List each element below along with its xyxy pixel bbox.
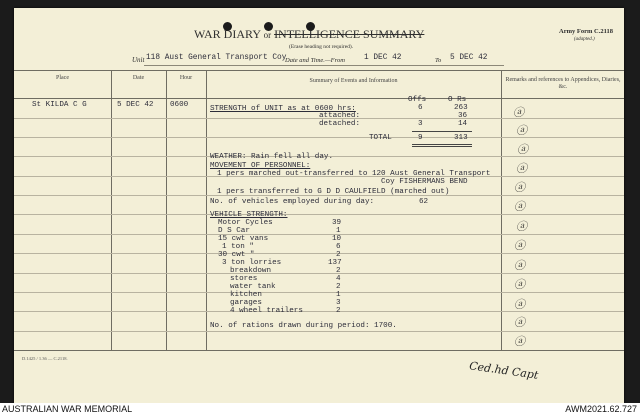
diary-sheet: [14, 8, 624, 404]
initial-mark: ⓐ: [514, 259, 525, 272]
col-header-summary: Summary of Events and Information: [309, 78, 398, 84]
vehicle-count: 39: [332, 219, 342, 227]
initial-mark: ⓐ: [516, 162, 527, 175]
signature: Ced.hd Capt: [468, 359, 540, 382]
vehicle-count: 4: [336, 275, 341, 283]
vehicle-count: 1: [336, 227, 341, 235]
strength-total-ors: 313: [454, 134, 468, 142]
ruled-line: [14, 331, 624, 332]
movement-heading: MOVEMENT OF PERSONNEL:: [210, 162, 311, 170]
initial-mark: ⓐ: [514, 278, 525, 291]
vehicle-count: 3: [336, 299, 341, 307]
col-header-date: Date: [132, 75, 145, 81]
strength-total-label: TOTAL: [369, 134, 392, 142]
vehicle-name: breakdown: [230, 267, 272, 275]
entry-place: St KILDA C G: [32, 101, 87, 109]
vehicle-name: D S Car: [218, 227, 250, 235]
entry-hour: 0600: [170, 101, 189, 109]
vehicle-name: stores: [230, 275, 258, 283]
form-subtitle: (Erase heading not required).: [289, 44, 354, 50]
col-divider: [501, 70, 502, 350]
unit-value: 118 Aust General Transport Coy: [146, 54, 287, 62]
movement-line-2: 1 pers transferred to G D D CAULFIELD (marched out): [217, 188, 450, 196]
rations-text: No. of rations drawn during period: 1700.: [210, 322, 397, 330]
ruled-line: [14, 273, 624, 274]
vehicle-name: garages: [230, 299, 262, 307]
ruled-line: [14, 137, 624, 138]
initial-mark: ⓐ: [513, 106, 524, 119]
initial-mark: ⓐ: [514, 335, 525, 348]
unit-underline: [144, 65, 504, 66]
col-header-hour: Hour: [179, 75, 193, 81]
title-war-diary: WAR DIARY: [194, 27, 261, 41]
strength-detached-label: detached:: [319, 120, 361, 128]
vehicle-name: 1 ton ": [222, 243, 254, 251]
title-intelligence-summary: INTELLIGENCE SUMMARY: [274, 27, 425, 41]
vehicle-count: 6: [336, 243, 341, 251]
initial-mark: ⓐ: [514, 239, 525, 252]
ruled-line: [14, 234, 624, 235]
title-or: or: [263, 30, 272, 40]
strength-detached-ors: 14: [458, 120, 468, 128]
initial-mark: ⓐ: [514, 316, 525, 329]
col-divider: [206, 70, 207, 350]
vehicles-day-value: 62: [419, 198, 429, 206]
vehicle-name: 15 cwt vans: [218, 235, 269, 243]
ruled-line: [14, 311, 624, 312]
vehicle-name: 30 cwt ": [218, 251, 255, 259]
initial-mark: ⓐ: [516, 124, 527, 137]
ruled-line: [14, 292, 624, 293]
initial-mark: ⓐ: [514, 298, 525, 311]
print-code: D.1425 / 1.36 — C.2118.: [22, 356, 68, 361]
strength-base-ors: 263: [454, 104, 468, 112]
vehicle-count: 2: [336, 267, 341, 275]
strength-total-double-rule: [412, 144, 472, 147]
to-label: To: [435, 57, 442, 64]
col-header-remarks: Remarks and references to Appendices, Diaries, &c.: [505, 77, 621, 90]
to-date: 5 DEC 42: [450, 54, 488, 62]
initial-mark: ⓐ: [514, 181, 525, 194]
movement-line-1: 1 pers marched out-transferred to 120 Aust General Transport: [217, 170, 491, 178]
form-label: Army Form C.2118: [559, 28, 613, 35]
table-top-rule: [14, 70, 624, 71]
col-divider: [111, 70, 112, 350]
weather-text: WEATHER: Rain fell all day.: [210, 153, 334, 161]
vehicle-name: 4 wheel trailers: [230, 307, 303, 315]
vehicles-day-label: No. of vehicles employed during day:: [210, 198, 375, 206]
strength-base-offs: 6: [418, 104, 423, 112]
footer-institution: AUSTRALIAN WAR MEMORIAL: [2, 404, 133, 414]
unit-label: Unit: [132, 56, 145, 64]
strength-detached-offs: 3: [418, 120, 423, 128]
form-title: [194, 27, 424, 42]
initial-mark: ⓐ: [517, 143, 528, 156]
vehicle-count: 10: [332, 235, 342, 243]
table-bottom-rule: [14, 350, 624, 351]
footer-reference: AWM2021.62.727: [565, 404, 637, 414]
vehicle-count: 2: [336, 251, 341, 259]
col-header-place: Place: [56, 75, 69, 81]
movement-line-1b: Coy FISHERMANS BEND: [381, 178, 468, 186]
ruled-line: [14, 253, 624, 254]
date-time-label: Date and Time.—From: [285, 57, 345, 64]
vehicle-count: 2: [336, 307, 341, 315]
col-divider: [166, 70, 167, 350]
archive-footer: [0, 403, 640, 416]
form-note: (adapted.): [574, 37, 595, 42]
strength-col-ors: O Rs: [448, 96, 467, 104]
from-date: 1 DEC 42: [364, 54, 402, 62]
vehicle-name: Motor Cycles: [218, 219, 273, 227]
vehicle-name: water tank: [230, 283, 276, 291]
strength-col-offs: Offs: [408, 96, 427, 104]
strength-heading: STRENGTH of UNIT as at 0600 hrs:: [210, 105, 356, 113]
vehicle-count: 2: [336, 283, 341, 291]
vehicle-name: 3 ton lorries: [222, 259, 282, 267]
initial-mark: ⓐ: [516, 220, 527, 233]
table-header-rule: [14, 98, 624, 99]
vehicle-count: 1: [336, 291, 341, 299]
ruled-line: [14, 214, 624, 215]
strength-attached-label: attached:: [319, 112, 361, 120]
strength-total-offs: 9: [418, 134, 423, 142]
vehicle-strength-heading: VEHICLE STRENGTH:: [210, 211, 288, 219]
strength-sum-rule: [412, 131, 472, 132]
vehicle-count: 137: [328, 259, 342, 267]
strength-attached-ors: 36: [458, 112, 468, 120]
initial-mark: ⓐ: [514, 200, 525, 213]
vehicle-name: kitchen: [230, 291, 262, 299]
entry-date: 5 DEC 42: [117, 101, 154, 109]
